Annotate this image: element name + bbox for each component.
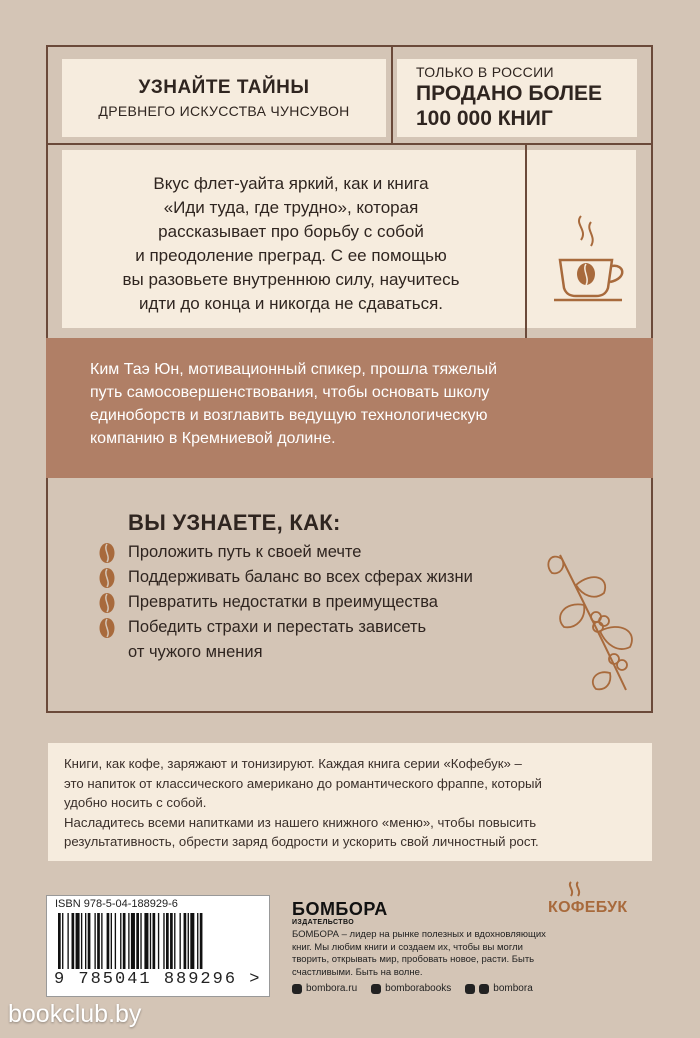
youtube-icon (479, 984, 489, 994)
social-label: bomborabooks (385, 983, 452, 994)
intro-line: идти до конца и никогда не сдаваться. (138, 294, 444, 313)
publisher-social (292, 983, 533, 994)
series-line: Книги, как кофе, заряжают и тонизируют. Каждая книга серии «Кофебук» – (64, 756, 522, 771)
publisher-description: БОМБОРА – лидер на рынке полезных и вдохновляющих книг. Мы любим книги и создаем их, чтобы вы могли творить, открывать мир, пробовать новое, расти. Быть счастливыми. Быть на волне. (292, 929, 546, 978)
list-item (98, 615, 473, 665)
divider (391, 47, 393, 143)
social-item[interactable] (371, 983, 451, 994)
coffee-bean-icon (98, 567, 116, 589)
telegram-icon (465, 984, 475, 994)
series-line: удобно носить с собой. (64, 795, 207, 810)
series-line: Насладитесь всеми напитками из нашего книжного «меню», чтобы повысить (64, 814, 537, 830)
list-item-text: Проложить путь к своей мечте (128, 543, 362, 561)
learn-list (98, 540, 473, 665)
author-line: Ким Таэ Юн, мотивационный спикер, прошла тяжелый (90, 361, 498, 378)
headline-title: УЗНАЙТЕ ТАЙНЫ (138, 77, 310, 98)
list-item-text: Поддерживать баланс во всех сферах жизни (128, 568, 473, 586)
site-watermark: bookclub.by (8, 1000, 142, 1028)
headline-subtitle: ДРЕВНЕГО ИСКУССТВА ЧУНСУВОН (98, 103, 350, 119)
series-line: результативность, обрести заряд бодрости и ускорить свой личностный рост. (64, 834, 539, 849)
isbn-number: 9 785041 889296 > (54, 970, 262, 989)
sales-line1: ПРОДАНО БОЛЕЕ (416, 82, 602, 105)
intro-line: рассказывает про борьбу с собой (158, 222, 424, 241)
globe-icon (292, 984, 302, 994)
steam-cup-icon (563, 880, 587, 900)
publisher-sublabel: ИЗДАТЕЛЬСТВО (292, 919, 355, 926)
sales-line2: 100 000 КНИГ (416, 107, 553, 130)
list-item-text-line: от чужого мнения (128, 643, 263, 661)
coffee-bean-icon (98, 592, 116, 614)
barcode-icon (58, 913, 254, 969)
coffee-bean-icon (98, 617, 116, 639)
intro-line: «Иди туда, где трудно», которая (163, 198, 419, 217)
divider (525, 145, 527, 338)
sales-claim (416, 64, 602, 131)
publisher-logo: БОМБОРА (292, 899, 388, 919)
list-item-text (128, 615, 426, 665)
series-line: это напиток от классического американо до романтического фраппе, который (64, 775, 542, 791)
author-text (90, 358, 650, 450)
vk-icon (371, 984, 381, 994)
intro-line: вы разовьете внутреннюю силу, научитесь (122, 270, 460, 289)
divider (48, 143, 651, 145)
author-line: компанию в Кремниевой долине. (90, 430, 336, 447)
social-item[interactable] (465, 983, 532, 994)
author-line: путь самосовершенствования, чтобы основать школу (90, 384, 490, 401)
isbn-label: ISBN 978-5-04-188929-6 (55, 898, 178, 910)
series-logo: КОФЕБУК (548, 899, 628, 916)
list-item-text: Превратить недостатки в преимущества (128, 593, 438, 611)
coffee-cup-icon (548, 208, 634, 304)
social-label: bombora.ru (306, 983, 358, 994)
list-item (98, 565, 473, 590)
social-item[interactable] (292, 983, 357, 994)
headline (62, 77, 386, 119)
intro-line: и преодоление преград. С ее помощью (135, 246, 447, 265)
list-item-text-line: Победить страхи и перестать зависеть (128, 618, 427, 636)
sales-region: ТОЛЬКО В РОССИИ (416, 64, 554, 80)
list-item (98, 540, 473, 565)
intro-line: Вкус флет-уайта яркий, как и книга (153, 174, 429, 193)
intro-text (66, 172, 516, 316)
learn-title: ВЫ УЗНАЕТЕ, КАК: (128, 510, 341, 535)
series-text (64, 754, 644, 852)
social-label: bombora (493, 983, 533, 994)
coffee-bean-icon (98, 542, 116, 564)
author-line: единоборств и возглавить ведущую технологическую (90, 407, 488, 424)
list-item (98, 590, 473, 615)
coffee-branch-icon (540, 545, 650, 695)
